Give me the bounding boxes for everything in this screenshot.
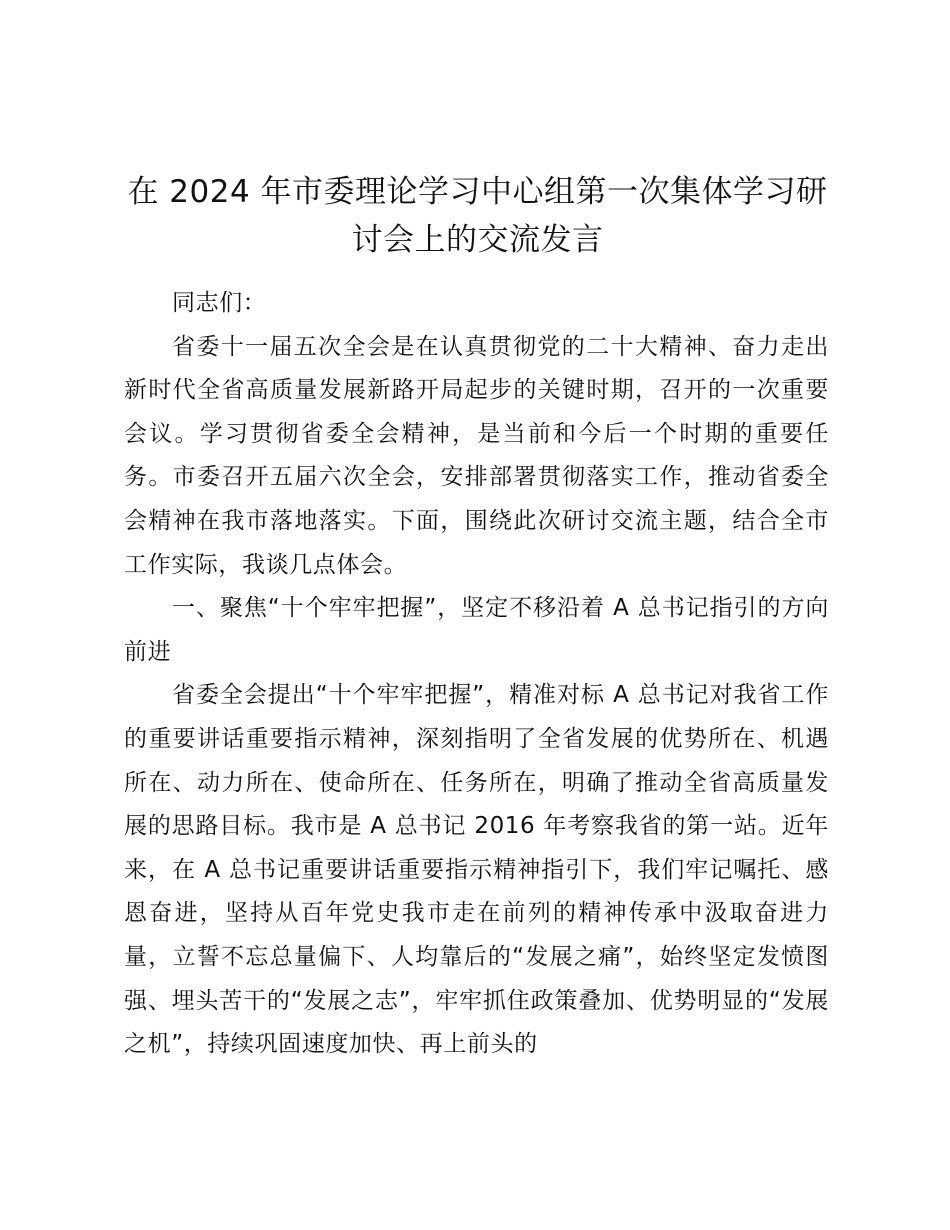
paragraph-section-1: 省委全会提出“十个牢牢把握”，精准对标 A 总书记对我省工作的重要讲话重要指示精神，深刻指明了全省发展的优势所在、机遇所在、动力所在、使命所在、任务所在，明确了推动全省高质量发展的思路目标。我市是 A 总书记 2016 年考察我省的第一站。近年来，在 A 总书记重要讲话重要指示精神指引下，我们牢记嘱托、感恩奋进，坚持从百年党史我市走在前列的精神传承中汲取奋进力量，立誓不忘总量偏下、人均靠后的“发展之痛”，始终坚定发愤图强、埋头苦干的“发展之志”，牢牢抓住政策叠加、优势明显的“发展之机”，持续巩固速度加快、再上前头的 <box>124 682 829 1058</box>
document-body <box>124 282 829 1067</box>
greeting: 同志们： <box>172 290 267 316</box>
paragraph-intro: 省委十一届五次全会是在认真贯彻党的二十大精神、奋力走出新时代全省高质量发展新路开局起步的关键时期，召开的一次重要会议。学习贯彻省委全会精神，是当前和今后一个时期的重要任务。市委召开五届六次全会，安排部署贯彻落实工作，推动省委全会精神在我市落地落实。下面，围绕此次研讨交流主题，结合全市工作实际，我谈几点体会。 <box>124 333 829 578</box>
document-title: 在 2024 年市委理论学习中心组第一次集体学习研讨会上的交流发言 <box>127 174 828 258</box>
section-heading-1: 一、聚焦“十个牢牢把握”，坚定不移沿着 A 总书记指引的方向前进 <box>124 595 829 665</box>
